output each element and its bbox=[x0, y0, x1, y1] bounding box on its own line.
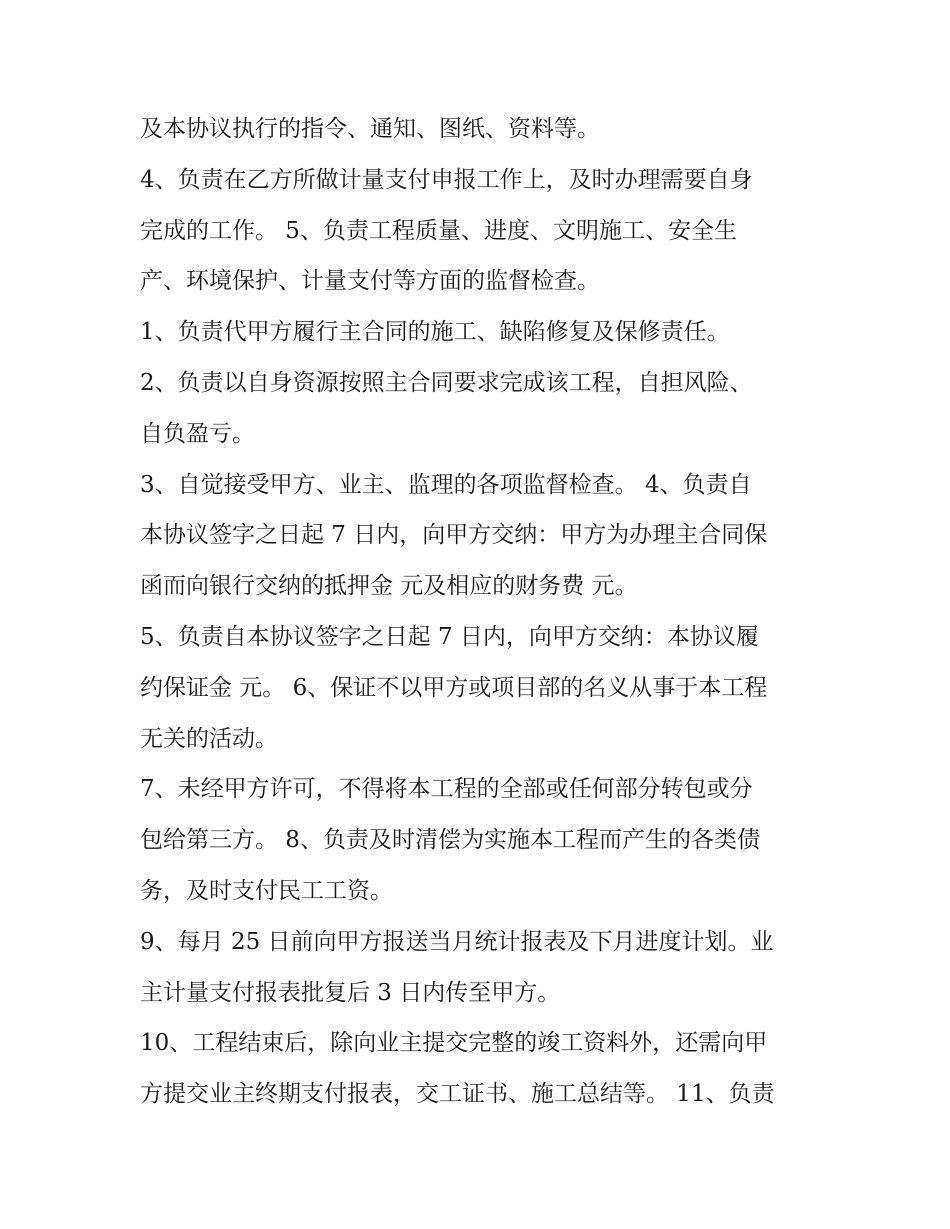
text-line-10: 函而向银行交纳的抵押金 元及相应的财务费 元。 bbox=[140, 573, 638, 600]
text-line-13: 无关的活动。 bbox=[140, 725, 278, 752]
text-line-9: 本协议签字之日起 7 日内，向甲方交纳：甲方为办理主合同保 bbox=[140, 522, 768, 549]
text-line-6: 2、负责以自身资源按照主合同要求完成该工程，自担风险、 bbox=[140, 369, 753, 396]
text-line-2: 4、负责在乙方所做计量支付申报工作上，及时办理需要自身 bbox=[140, 166, 753, 193]
text-line-1: 及本协议执行的指令、通知、图纸、资料等。 bbox=[140, 116, 600, 142]
text-line-4: 产、环境保护、计量支付等方面的监督检查。 bbox=[140, 268, 600, 295]
text-line-19: 10、工程结束后，除向业主提交完整的竣工资料外，还需向甲 bbox=[140, 1030, 768, 1057]
text-line-18: 主计量支付报表批复后 3 日内传至甲方。 bbox=[140, 979, 561, 1006]
text-line-12: 约保证金 元。 6、保证不以甲方或项目部的名义从事于本工程 bbox=[140, 674, 768, 701]
text-line-8: 3、自觉接受甲方、业主、监理的各项监督检查。 4、负责自 bbox=[140, 471, 752, 498]
text-line-15: 包给第三方。 8、负责及时清偿为实施本工程而产生的各类债 bbox=[140, 827, 760, 854]
text-line-7: 自负盈亏。 bbox=[140, 420, 255, 447]
text-line-14: 7、未经甲方许可，不得将本工程的全部或任何部分转包或分 bbox=[140, 776, 753, 803]
text-line-20: 方提交业主终期支付报表，交工证书、施工总结等。 11、负责 bbox=[140, 1081, 775, 1108]
text-line-16: 务，及时支付民工工资。 bbox=[140, 877, 393, 904]
text-line-11: 5、负责自本协议签字之日起 7 日内，向甲方交纳：本协议履 bbox=[140, 623, 759, 650]
text-line-17: 9、每月 25 日前向甲方报送当月统计报表及下月进度计划。业 bbox=[140, 928, 774, 955]
body-text bbox=[140, 108, 820, 1124]
text-line-5: 1、负责代甲方履行主合同的施工、缺陷修复及保修责任。 bbox=[140, 319, 730, 346]
text-line-3: 完成的工作。 5、负责工程质量、进度、文明施工、安全生 bbox=[140, 217, 737, 244]
